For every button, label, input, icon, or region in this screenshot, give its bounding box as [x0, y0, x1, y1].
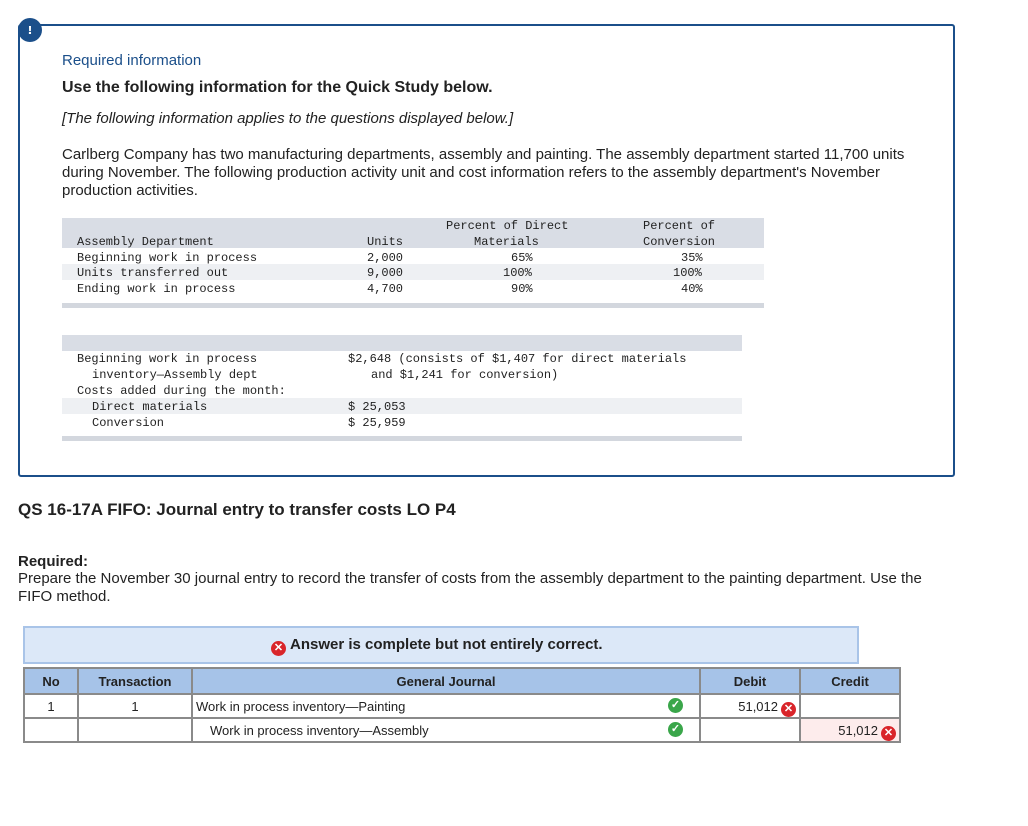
- x-circle-icon: ✕: [271, 641, 286, 656]
- bwip-value-2: and $1,241 for conversion): [371, 368, 559, 382]
- row-transaction[interactable]: [78, 718, 192, 742]
- check-circle-icon: ✓: [668, 698, 683, 713]
- x-circle-icon: ✕: [781, 702, 796, 717]
- row-dm: 90%: [511, 282, 533, 296]
- dm-label: Direct materials: [92, 400, 208, 414]
- bwip-value-1: $2,648 (consists of $1,407 for direct materials: [348, 352, 687, 366]
- debit-cell[interactable]: [700, 718, 800, 742]
- dm-value: $ 25,053: [348, 400, 406, 414]
- credit-value: 51,012: [838, 723, 878, 738]
- answer-status: [271, 636, 603, 656]
- required-text: Prepare the November 30 journal entry to record the transfer of costs from the assembly department to the painting department. Use the FIFO method.: [18, 570, 922, 605]
- row-units: 9,000: [367, 266, 404, 280]
- row-no: [24, 718, 78, 742]
- debit-value: 51,012: [738, 699, 778, 714]
- cost-table: [62, 335, 742, 445]
- dm-header-line2: Materials: [474, 235, 539, 249]
- account-name: Work in process inventory—Assembly: [210, 723, 429, 738]
- account-name: Work in process inventory—Painting: [196, 699, 406, 714]
- x-circle-icon: ✕: [881, 726, 896, 741]
- alert-icon: !: [18, 18, 42, 42]
- units-table: [62, 218, 764, 310]
- info-subheading: Use the following information for the Quick Study below.: [62, 79, 493, 96]
- credit-cell[interactable]: [800, 694, 900, 718]
- dm-header-line1: Percent of Direct: [446, 219, 569, 233]
- header-no: No: [24, 668, 78, 694]
- account-cell[interactable]: [192, 718, 700, 742]
- row-units: 2,000: [367, 251, 404, 265]
- conv-label: Conversion: [92, 416, 165, 430]
- bwip-label-1: Beginning work in process: [77, 352, 258, 366]
- credit-cell[interactable]: [800, 718, 900, 742]
- required-label: Required:: [18, 553, 89, 570]
- dept-header: Assembly Department: [77, 235, 214, 249]
- costs-added-label: Costs added during the month:: [77, 384, 286, 398]
- row-label: Beginning work in process: [77, 251, 258, 265]
- header-credit: Credit: [800, 668, 900, 694]
- conv-header-line2: Conversion: [643, 235, 716, 249]
- header-general-journal: General Journal: [192, 668, 700, 694]
- table-row: [24, 694, 900, 718]
- row-conv: 35%: [681, 251, 703, 265]
- header-transaction: Transaction: [78, 668, 192, 694]
- row-units: 4,700: [367, 282, 404, 296]
- row-conv: 40%: [681, 282, 703, 296]
- debit-cell[interactable]: [700, 694, 800, 718]
- header-debit: Debit: [700, 668, 800, 694]
- conv-header-line1: Percent of: [643, 219, 716, 233]
- applies-note: [The following information applies to the questions displayed below.]: [62, 110, 514, 127]
- row-dm: 65%: [511, 251, 533, 265]
- row-no: 1: [24, 694, 78, 718]
- intro-paragraph: Carlberg Company has two manufacturing departments, assembly and painting. The assembly department started 11,700 units during November. The following production activity unit and cost information refers to the assembly department's November production activities.: [62, 146, 905, 199]
- journal-table: [23, 667, 901, 743]
- question-title: QS 16-17A FIFO: Journal entry to transfer costs LO P4: [18, 500, 456, 519]
- answer-status-message: Answer is complete but not entirely correct.: [290, 636, 603, 653]
- check-circle-icon: ✓: [668, 722, 683, 737]
- row-transaction[interactable]: 1: [78, 694, 192, 718]
- row-conv: 100%: [673, 266, 702, 280]
- units-header: Units: [367, 235, 404, 249]
- row-dm: 100%: [503, 266, 532, 280]
- bwip-label-2: inventory—Assembly dept: [92, 368, 258, 382]
- info-heading: Required information: [62, 52, 202, 69]
- conv-value: $ 25,959: [348, 416, 406, 430]
- row-label: Ending work in process: [77, 282, 236, 296]
- row-label: Units transferred out: [77, 266, 229, 280]
- table-row: [24, 718, 900, 742]
- account-cell[interactable]: [192, 694, 700, 718]
